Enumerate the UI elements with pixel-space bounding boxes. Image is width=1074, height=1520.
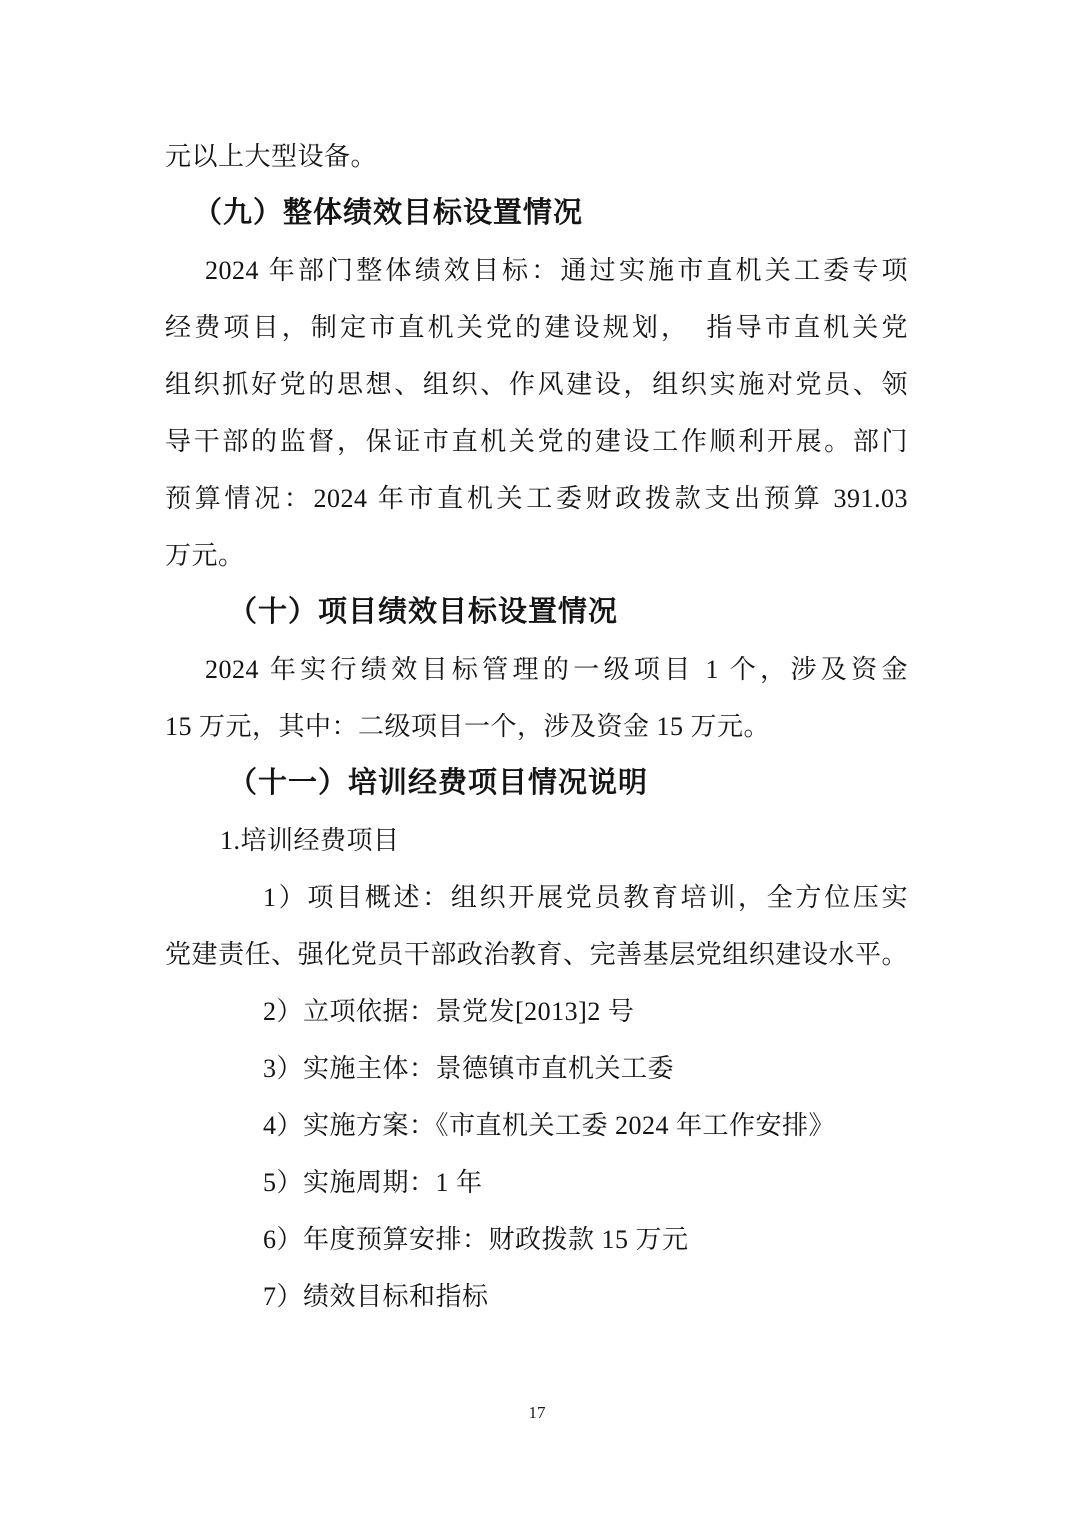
- list-item: 5）实施周期：1 年: [263, 1168, 483, 1197]
- paragraph-line: 预算情况：2024 年市直机关工委财政拨款支出预算 391.03: [165, 484, 908, 513]
- list-item: 3）实施主体：景德镇市直机关工委: [263, 1054, 675, 1083]
- page-number: 17: [528, 1403, 546, 1422]
- list-item: 7）绩效目标和指标: [263, 1282, 489, 1311]
- body-line: 元以上大型设备。: [165, 142, 378, 171]
- list-item: 6）年度预算安排：财政拨款 15 万元: [263, 1225, 689, 1254]
- paragraph-line: 2024 年实行绩效目标管理的一级项目 1 个，涉及资金: [205, 655, 908, 684]
- list-item: 1）项目概述：组织开展党员教育培训，全方位压实: [263, 883, 908, 912]
- paragraph-line: 经费项目，制定市直机关党的建设规划， 指导市直机关党: [165, 313, 908, 342]
- section-heading-eleven: （十一）培训经费项目情况说明: [228, 767, 649, 799]
- list-item: 1.培训经费项目: [220, 826, 400, 855]
- section-heading-nine: （九）整体绩效目标设置情况: [193, 197, 584, 229]
- paragraph-line: 导干部的监督，保证市直机关党的建设工作顺利开展。部门: [165, 427, 908, 456]
- paragraph-line: 党建责任、强化党员干部政治教育、完善基层党组织建设水平。: [165, 940, 908, 969]
- section-heading-ten: （十）项目绩效目标设置情况: [228, 596, 619, 628]
- list-item: 2）立项依据：景党发[2013]2 号: [263, 997, 635, 1026]
- paragraph-line: 万元。: [165, 541, 245, 570]
- paragraph-line: 2024 年部门整体绩效目标：通过实施市直机关工委专项: [205, 256, 908, 285]
- list-item: 4）实施方案：《市直机关工委 2024 年工作安排》: [263, 1111, 836, 1140]
- paragraph-line: 15 万元，其中：二级项目一个，涉及资金 15 万元。: [165, 712, 771, 741]
- paragraph-line: 组织抓好党的思想、组织、作风建设，组织实施对党员、领: [165, 370, 908, 399]
